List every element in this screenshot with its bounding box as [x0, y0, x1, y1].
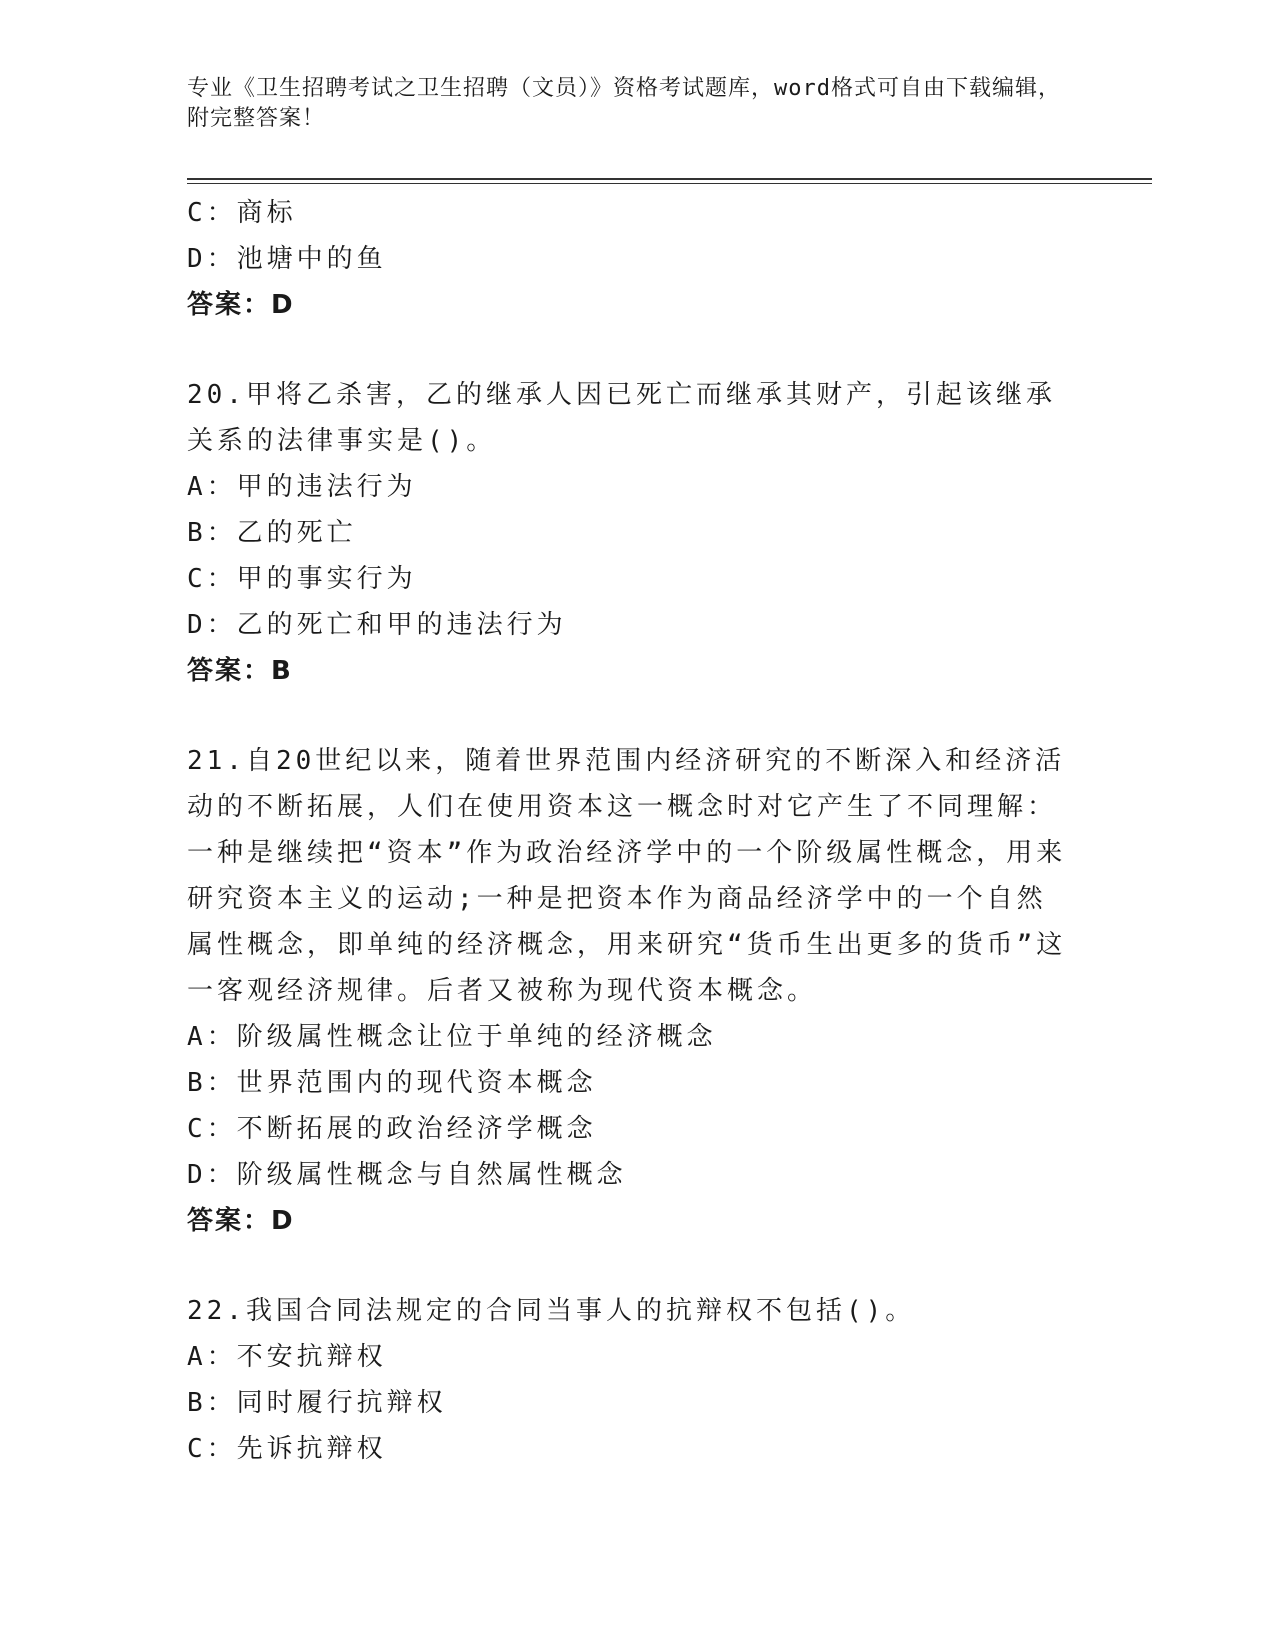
header-divider-thin [187, 183, 1152, 184]
question-19-fragment [187, 190, 1077, 328]
option-a: A：甲的违法行为 [187, 472, 417, 502]
option-d: D：乙的死亡和甲的违法行为 [187, 610, 567, 640]
option-b: B：同时履行抗辩权 [187, 1388, 447, 1418]
question-stem: 22.我国合同法规定的合同当事人的抗辩权不包括()。 [187, 1296, 916, 1326]
option-d: D：池塘中的鱼 [187, 244, 387, 274]
question-22 [187, 1288, 1077, 1472]
option-c: C：不断拓展的政治经济学概念 [187, 1114, 597, 1144]
question-stem: 20.甲将乙杀害，乙的继承人因已死亡而继承其财产，引起该继承关系的法律事实是()。 [187, 380, 1056, 456]
option-b: B：乙的死亡 [187, 518, 357, 548]
option-a: A：阶级属性概念让位于单纯的经济概念 [187, 1022, 717, 1052]
header-divider [187, 178, 1152, 180]
question-content [187, 190, 1077, 1472]
option-c: C：甲的事实行为 [187, 564, 417, 594]
option-d: D：阶级属性概念与自然属性概念 [187, 1160, 627, 1190]
option-c: C：先诉抗辩权 [187, 1434, 387, 1464]
answer-line: 答案：D [187, 290, 295, 320]
option-c: C：商标 [187, 198, 297, 228]
answer-line: 答案：D [187, 1206, 295, 1236]
option-a: A：不安抗辩权 [187, 1342, 387, 1372]
page-header: 专业《卫生招聘考试之卫生招聘（文员）》资格考试题库，word格式可自由下载编辑，附完整答案！ [187, 76, 1061, 131]
answer-line: 答案：B [187, 656, 293, 686]
question-21 [187, 738, 1077, 1244]
question-stem: 21.自20世纪以来，随着世界范围内经济研究的不断深入和经济活动的不断拓展，人们在使用资本这一概念时对它产生了不同理解：一种是继续把“资本”作为政治经济学中的一个阶级属性概念，用来研究资本主义的运动;一种是把资本作为商品经济学中的一个自然属性概念，即单纯的经济概念，用来研究“货币生出更多的货币”这一客观经济规律。后者又被称为现代资本概念。 [187, 746, 1067, 1006]
question-20 [187, 372, 1077, 694]
option-b: B：世界范围内的现代资本概念 [187, 1068, 597, 1098]
